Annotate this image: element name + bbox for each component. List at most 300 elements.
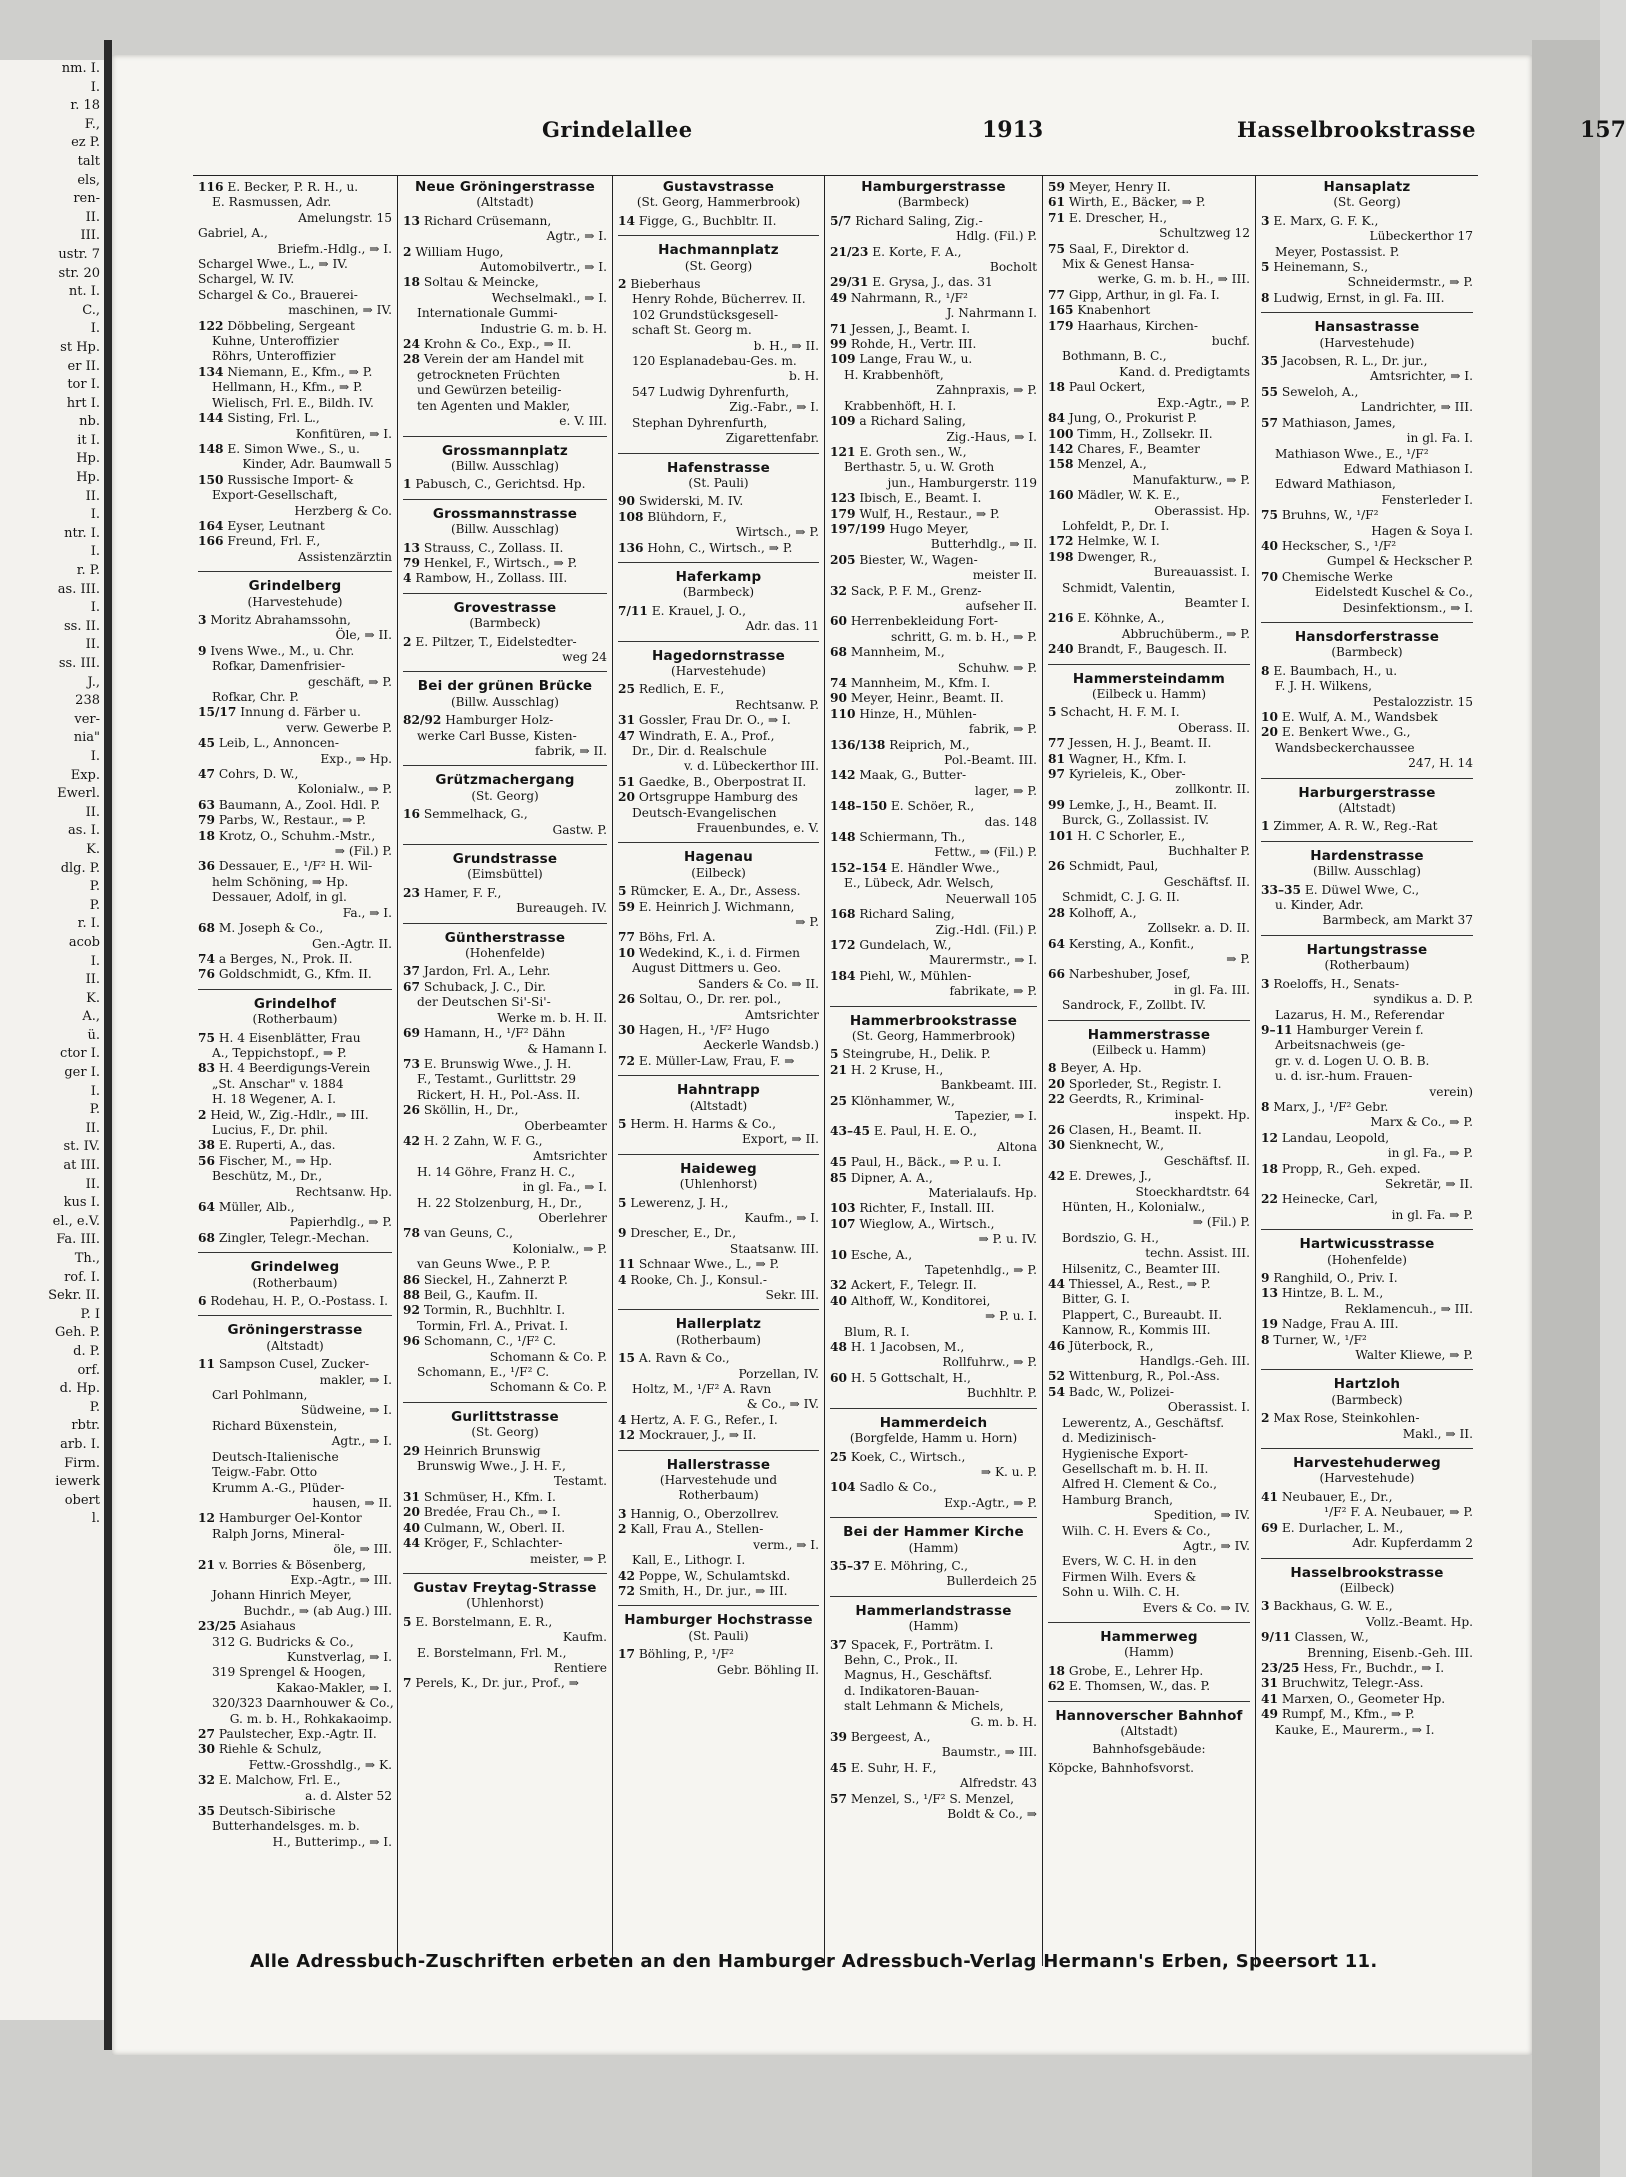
previous-page-fragment: P.: [89, 879, 100, 895]
directory-entry-continuation: Buchhltr. P.: [967, 1386, 1037, 1401]
directory-entry: H. 14 Göhre, Franz H. C.,: [417, 1164, 576, 1179]
directory-entry-continuation: ⇒ P. u. IV.: [978, 1232, 1037, 1247]
directory-entry: 2 E. Piltzer, T., Eidelstedter-: [403, 634, 577, 649]
previous-page-fragment: K.: [86, 990, 100, 1006]
section-divider: [198, 571, 392, 572]
section-divider: [403, 1573, 607, 1574]
street-heading: Grindelweg: [250, 1259, 340, 1276]
section-divider: [198, 989, 392, 990]
directory-entry: 5 Schacht, H. F. M. I.: [1048, 705, 1180, 720]
directory-entry: 82/92 Hamburger Holz-: [403, 713, 554, 728]
section-divider: [1261, 622, 1473, 623]
directory-entry: 12 Landau, Leopold,: [1261, 1130, 1390, 1145]
previous-page-fragment: F.,: [84, 116, 100, 132]
directory-entry-continuation: ⇒ (Fil.) P.: [1192, 1215, 1250, 1230]
previous-page-fragment: obert: [64, 1492, 100, 1508]
directory-entry-continuation: Rentiere: [553, 1660, 607, 1675]
directory-entry: stalt Lehmann & Michels,: [844, 1699, 1004, 1714]
district-label: (Harvestehude): [1319, 1471, 1415, 1486]
section-divider: [618, 1309, 819, 1310]
directory-entry: 168 Richard Saling,: [830, 907, 955, 922]
previous-page-fragment: II.: [85, 972, 100, 988]
directory-entry: 31 Schmüser, H., Kfm. I.: [403, 1489, 556, 1504]
directory-entry: 74 a Berges, N., Prok. II.: [198, 951, 353, 966]
section-divider: [403, 765, 607, 766]
column-1: [193, 176, 398, 1966]
directory-entry-continuation: ⇒ P.: [1226, 951, 1250, 966]
previous-page-fragment: II.: [85, 1120, 100, 1136]
district-label: (St. Pauli): [688, 475, 749, 490]
header-first-street: Grindelallee: [542, 117, 693, 142]
directory-entry: Holtz, M., ¹/F² A. Ravn: [632, 1382, 772, 1397]
street-heading: Gröningerstrasse: [227, 1322, 363, 1339]
district-label: (St. Georg): [684, 258, 753, 273]
directory-entry: Gabriel, A.,: [198, 226, 268, 241]
directory-entry-continuation: Schultzweg 12: [1159, 226, 1250, 241]
directory-entry-continuation: Schomann & Co. P.: [489, 1380, 607, 1395]
directory-entry: helm Schöning, ⇒ Hp.: [212, 874, 349, 889]
street-heading: Hammerbrookstrasse: [849, 1012, 1018, 1029]
directory-entry: Stephan Dyhrenfurth,: [632, 415, 768, 430]
directory-entry-continuation: Exp.-Agtr., ⇒ P.: [1157, 395, 1250, 410]
district-label: (St. Georg): [1333, 195, 1401, 210]
district-label: (Billw. Ausschlag): [450, 694, 559, 709]
directory-entry-continuation: Amtsrichter, ⇒ I.: [1369, 369, 1473, 384]
street-heading: Grützmachergang: [435, 772, 575, 789]
section-divider: [1261, 1229, 1473, 1230]
directory-entry-continuation: Oberbeamter: [524, 1118, 607, 1133]
previous-page-fragment: d. Hp.: [59, 1381, 100, 1397]
directory-entry: 3 E. Marx, G. F. K.,: [1261, 213, 1379, 228]
directory-entry: 22 Heinecke, Carl,: [1261, 1192, 1379, 1207]
directory-entry: H. 22 Stolzenburg, H., Dr.,: [417, 1195, 583, 1210]
directory-entry-continuation: & Co., ⇒ IV.: [746, 1397, 819, 1412]
directory-entry: Rofkar, Damenfrisier-: [212, 659, 346, 674]
street-heading: Gurlittstrasse: [451, 1408, 559, 1425]
directory-entry: 104 Sadlo & Co.,: [830, 1480, 937, 1495]
directory-entry: 8 E. Baumbach, H., u.: [1261, 663, 1398, 678]
directory-entry: 69 Hamann, H., ¹/F² Dähn: [403, 1026, 566, 1041]
directory-entry: 103 Richter, F., Install. III.: [830, 1201, 995, 1216]
directory-entry: 24 Krohn & Co., Exp., ⇒ II.: [403, 337, 572, 352]
section-divider: [1048, 1701, 1250, 1702]
directory-entry-continuation: Altona: [996, 1139, 1037, 1154]
previous-page-fragment: P.: [89, 897, 100, 913]
directory-entry-continuation: das. 148: [984, 814, 1037, 829]
directory-entry-continuation: werke, G. m. b. H., ⇒ III.: [1097, 272, 1250, 287]
directory-entry-continuation: syndikus a. D. P.: [1373, 992, 1473, 1007]
directory-entry: 21 H. 2 Kruse, H.,: [830, 1062, 944, 1077]
previous-page-fragment: nia": [73, 730, 100, 746]
directory-entry: 57 Mathiason, James,: [1261, 415, 1396, 430]
directory-entry: 21/23 E. Korte, F. A.,: [830, 244, 962, 259]
directory-entry-continuation: verein): [1429, 1084, 1473, 1099]
directory-entry: Lewerentz, A., Geschäftsf.: [1062, 1415, 1225, 1430]
street-heading: Hardenstrasse: [1310, 847, 1424, 864]
directory-entry: 312 G. Budricks & Co.,: [212, 1634, 354, 1649]
directory-entry-continuation: verw. Gewerbe P.: [286, 720, 392, 735]
directory-entry: 14 Figge, G., Buchbltr. II.: [618, 213, 777, 228]
directory-entry: 13 Richard Crüsemann,: [403, 213, 552, 228]
directory-entry-continuation: Gastw. P.: [552, 822, 607, 837]
directory-entry: Kauke, E., Maurerm., ⇒ I.: [1275, 1722, 1435, 1737]
directory-entry: 47 Windrath, E. A., Prof.,: [618, 728, 775, 743]
street-heading: Hasselbrookstrasse: [1290, 1564, 1444, 1581]
directory-entry: 76 Goldschmidt, G., Kfm. II.: [198, 967, 372, 982]
directory-entry: ten Agenten und Makler,: [417, 398, 571, 413]
directory-entry: Lazarus, H. M., Referendar: [1275, 1007, 1445, 1022]
directory-entry: Röhrs, Unteroffizier: [212, 349, 336, 364]
directory-entry: 110 Hinze, H., Mühlen-: [830, 706, 977, 721]
directory-entry: 22 Geerdts, R., Kriminal-: [1048, 1092, 1204, 1107]
directory-entry: 37 Spacek, F., Porträtm. I.: [830, 1637, 994, 1652]
previous-page-fragment: ü.: [87, 1027, 100, 1043]
previous-page-fragment: tor I.: [67, 377, 100, 393]
directory-entry-continuation: in gl. Fa. I.: [1406, 431, 1473, 446]
previous-page-fragment: r. P.: [76, 563, 100, 579]
previous-page-fragment: nt. I.: [68, 284, 100, 300]
directory-entry-continuation: Boldt & Co., ⇒: [947, 1807, 1037, 1822]
previous-page-fragment: st Hp.: [60, 339, 100, 355]
directory-entry-continuation: Agtr., ⇒ I.: [546, 229, 607, 244]
directory-entry-continuation: Amelungstr. 15: [298, 210, 392, 225]
section-divider: [1261, 312, 1473, 313]
column-4: [825, 176, 1043, 1966]
street-heading: Grindelhof: [253, 995, 337, 1012]
directory-entry-continuation: jun., Hamburgerstr. 119: [887, 475, 1037, 490]
directory-entry: 78 van Geuns, C.,: [403, 1226, 514, 1241]
directory-entry: 198 Dwenger, R.,: [1048, 549, 1157, 564]
directory-entry: Schmidt, Valentin,: [1062, 580, 1176, 595]
street-heading: Gustav Freytag-Strasse: [413, 1579, 597, 1596]
directory-entry: Hygienische Export-: [1062, 1446, 1188, 1461]
previous-page-fragment: ss. III.: [58, 656, 100, 671]
directory-entry-continuation: Fettw., ⇒ (Fil.) P.: [934, 845, 1037, 860]
directory-entry-continuation: in gl. Fa., ⇒ I.: [522, 1180, 607, 1195]
directory-entry: 46 Jüterbock, R.,: [1048, 1338, 1154, 1353]
directory-entry-continuation: a. d. Alster 52: [305, 1788, 392, 1803]
directory-entry: d. Medizinisch-: [1062, 1431, 1157, 1446]
directory-entry-continuation: Zigarettenfabr.: [725, 431, 819, 446]
directory-entry: Teigw.-Fabr. Otto: [212, 1465, 318, 1480]
directory-entry: 64 Kersting, A., Konfit.,: [1048, 936, 1195, 951]
directory-entry: 8 Turner, W., ¹/F²: [1261, 1332, 1367, 1347]
directory-entry: 9 Ranghild, O., Priv. I.: [1261, 1271, 1398, 1285]
previous-page-fragment: Hp.: [76, 470, 100, 486]
directory-entry: 5/7 Richard Saling, Zig.-: [830, 213, 983, 228]
street-heading: Hachmannplatz: [658, 242, 779, 259]
directory-entry: Carl Pohlmann,: [212, 1388, 308, 1403]
directory-entry: 31 Gossler, Frau Dr. O., ⇒ I.: [618, 713, 791, 728]
directory-entry: 4 Rooke, Ch. J., Konsul.-: [618, 1272, 767, 1287]
directory-entry: 1 Zimmer, A. R. W., Reg.-Rat: [1261, 819, 1438, 834]
header-last-street: Hasselbrookstrasse: [1237, 117, 1476, 142]
directory-entry: Internationale Gummi-: [417, 306, 558, 321]
district-label: (Eilbeck u. Hamm): [1091, 687, 1207, 701]
directory-entry: F. J. H. Wilkens,: [1275, 679, 1373, 694]
directory-entry-continuation: Gebr. Böhling II.: [717, 1662, 819, 1677]
directory-entry-continuation: Eidelstedt Kuschel & Co.,: [1314, 585, 1473, 600]
directory-entry-continuation: Frauenbundes, e. V.: [696, 821, 819, 836]
district-label: (Altstadt): [1120, 1724, 1178, 1738]
directory-entry: 42 E. Drewes, J.,: [1048, 1169, 1152, 1184]
directory-entry-continuation: e. V. III.: [559, 414, 607, 429]
directory-entry: 3 Backhaus, G. W. E.,: [1261, 1599, 1393, 1614]
street-heading: Grundstrasse: [452, 851, 558, 868]
previous-page-edge: [0, 60, 104, 2020]
directory-entry-continuation: Industrie G. m. b. H.: [480, 321, 607, 336]
previous-page-fragment: at III.: [63, 1158, 100, 1174]
directory-entry: 116 E. Becker, P. R. H., u.: [198, 180, 359, 194]
directory-entry: 10 Esche, A.,: [830, 1247, 913, 1262]
directory-entry: 90 Swiderski, M. IV.: [618, 494, 744, 509]
directory-entry-continuation: Reklamencuh., ⇒ III.: [1344, 1301, 1473, 1316]
directory-entry-continuation: Materialaufs. Hp.: [928, 1186, 1037, 1200]
directory-entry: Tormin, Frl. A., Privat. I.: [417, 1318, 569, 1333]
directory-entry: 41 Neubauer, E., Dr.,: [1261, 1489, 1393, 1504]
directory-entry: 21 v. Borries & Bösenberg,: [198, 1557, 367, 1572]
directory-entry-continuation: schritt, G. m. b. H., ⇒ P.: [890, 629, 1037, 644]
street-heading: Hallerplatz: [675, 1316, 762, 1333]
directory-entry: Wandsbeckerchaussee: [1275, 740, 1415, 755]
directory-entry-continuation: ¹/F² F. A. Neubauer, ⇒ P.: [1324, 1505, 1473, 1520]
directory-entry: 83 H. 4 Beerdigungs-Verein: [198, 1061, 371, 1076]
directory-entry-continuation: Kaufm.: [562, 1630, 607, 1645]
directory-entry: 148 E. Simon Wwe., S., u.: [198, 441, 360, 456]
street-heading: Hammersteindamm: [1072, 670, 1226, 687]
directory-entry: 72 E. Müller-Law, Frau, F. ⇒: [618, 1053, 795, 1068]
directory-entry: 49 Nahrmann, R., ¹/F²: [830, 290, 968, 305]
directory-entry-continuation: zollkontr. II.: [1175, 782, 1250, 797]
directory-entry: 25 Redlich, E. F.,: [618, 682, 725, 697]
directory-entry: gr. v. d. Logen U. O. B. B.: [1275, 1053, 1430, 1068]
page-footer-notice: Alle Adressbuch-Zuschriften erbeten an den Hamburger Adressbuch-Verlag Hermann's Erben, Speersort 11.: [250, 1951, 1378, 1972]
directory-entry-continuation: meister II.: [972, 568, 1037, 583]
directory-entry: Dr., Dir. d. Realschule: [632, 744, 767, 758]
district-label: (Eimsbüttel): [467, 867, 543, 882]
page-header: [192, 117, 1626, 157]
directory-entry-continuation: Agtr., ⇒ I.: [331, 1434, 392, 1449]
directory-entry: 197/199 Hugo Meyer,: [830, 521, 969, 536]
directory-entry-continuation: in gl. Fa., ⇒ P.: [1387, 1146, 1473, 1161]
directory-entry-continuation: Manufakturw., ⇒ P.: [1132, 472, 1250, 487]
directory-entry: 70 Chemische Werke: [1261, 569, 1393, 584]
directory-entry: Lucius, F., Dr. phil.: [212, 1122, 329, 1137]
district-label: (Harvestehude): [671, 663, 766, 678]
directory-entry: 148–150 E. Schöer, R.,: [830, 799, 975, 814]
directory-entry-continuation: b. H., ⇒ II.: [753, 338, 819, 353]
district-label: (Eilbeck): [1339, 1580, 1395, 1595]
directory-entry: 81 Wagner, H., Kfm. I.: [1048, 751, 1187, 766]
directory-entry: 55 Seweloh, A.,: [1261, 384, 1359, 399]
section-divider: [1261, 778, 1473, 779]
directory-entry-continuation: Stoeckhardtstr. 64: [1135, 1184, 1250, 1199]
directory-entry-continuation: Staatsanw. III.: [729, 1241, 819, 1256]
previous-page-fragment: I.: [90, 544, 100, 560]
street-heading: Bei der Hammer Kirche: [843, 1524, 1024, 1541]
directory-entry: 320/323 Daarnhouwer & Co.,: [212, 1696, 394, 1711]
previous-page-fragment: d. P.: [73, 1343, 100, 1359]
directory-entry: 45 Paul, H., Bäck., ⇒ P. u. I.: [830, 1155, 1002, 1170]
section-divider: [403, 593, 607, 594]
street-heading: Hartzloh: [1333, 1376, 1401, 1393]
directory-entry: 71 Jessen, J., Beamt. I.: [830, 321, 971, 336]
district-label: (Harvestehude): [1319, 335, 1415, 350]
street-heading: Hansaplatz: [1323, 179, 1411, 195]
directory-entry: 35 Jacobsen, R. L., Dr. jur.,: [1261, 354, 1428, 369]
directory-entry: 18 Propp, R., Geh. exped.: [1261, 1161, 1421, 1176]
street-heading: Haferkamp: [675, 568, 762, 585]
directory-entry-continuation: Zahnpraxis, ⇒ P.: [936, 383, 1037, 398]
directory-entry-continuation: H., Butterimp., ⇒ I.: [272, 1834, 392, 1849]
directory-entry: 109 Lange, Frau W., u.: [830, 352, 973, 367]
previous-page-fragment: Firm.: [64, 1455, 100, 1471]
directory-entry: d. Indikatoren-Bauan-: [844, 1683, 980, 1698]
district-label: (Altstadt): [1338, 801, 1396, 816]
previous-page-fragment: ustr. 7: [58, 246, 100, 262]
previous-page-fragment: I.: [90, 1083, 100, 1099]
directory-entry-continuation: 247, H. 14: [1408, 756, 1473, 771]
directory-entry-continuation: Kaufm., ⇒ I.: [744, 1210, 819, 1225]
previous-page-fragment: A.,: [82, 1009, 100, 1025]
directory-entry: 44 Thiessel, A., Rest., ⇒ P.: [1048, 1277, 1211, 1292]
directory-entry: 142 Maak, G., Butter-: [830, 768, 967, 783]
directory-entry: 240 Brandt, F., Baugesch. II.: [1048, 642, 1228, 657]
directory-entry: 90 Meyer, Heinr., Beamt. II.: [830, 691, 1004, 706]
directory-entry: August Dittmers u. Geo.: [632, 961, 782, 976]
directory-entry-continuation: Sekretär, ⇒ II.: [1385, 1176, 1473, 1191]
directory-entry: 25 Klönhammer, W.,: [830, 1093, 955, 1108]
directory-entry: 9–11 Hamburger Verein f.: [1261, 1022, 1424, 1037]
previous-page-fragment: els,: [77, 172, 100, 188]
directory-entry: 18 Krotz, O., Schuhm.-Mstr.,: [198, 828, 376, 843]
directory-entry-continuation: Papierhdlg., ⇒ P.: [289, 1215, 392, 1230]
directory-entry: 27 Paulstecher, Exp.-Agtr. II.: [198, 1727, 377, 1741]
directory-entry: 5 E. Borstelmann, E. R.,: [403, 1614, 553, 1629]
section-divider: [618, 1154, 819, 1155]
directory-entry-continuation: inspekt. Hp.: [1174, 1107, 1250, 1122]
directory-entry: 12 Hamburger Oel-Kontor: [198, 1511, 362, 1526]
section-divider: [403, 923, 607, 924]
directory-entry-continuation: Schneidermstr., ⇒ P.: [1347, 275, 1473, 290]
directory-entry-continuation: Rechtsanw. Hp.: [295, 1184, 392, 1199]
directory-entry: Mix & Genest Hansa-: [1062, 257, 1195, 272]
directory-entry: Rickert, H. H., Pol.-Ass. II.: [417, 1087, 581, 1102]
directory-entry: 134 Niemann, E., Kfm., ⇒ P.: [198, 364, 373, 379]
directory-entry-continuation: Herzberg & Co.: [294, 503, 392, 518]
district-label: (St. Georg): [471, 788, 539, 803]
section-divider: [1048, 664, 1250, 665]
directory-entry-continuation: Adr. Kupferdamm 2: [1352, 1536, 1473, 1551]
street-heading: Hammerstrasse: [1087, 1026, 1211, 1043]
directory-entry: 23/25 Hess, Fr., Buchdr., ⇒ I.: [1261, 1660, 1445, 1675]
directory-entry: 216 E. Köhnke, A.,: [1048, 611, 1165, 626]
street-heading: Hallerstrasse: [666, 1456, 771, 1473]
previous-page-fragment: 238: [75, 693, 100, 709]
directory-entry: 20 E. Benkert Wwe., G.,: [1261, 725, 1411, 740]
directory-entry: 7/11 E. Krauel, J. O.,: [618, 603, 747, 618]
directory-entry: 120 Esplanadebau-Ges. m.: [632, 354, 797, 369]
district-label: (Barmbeck): [1331, 645, 1403, 660]
directory-entry: Export-Gesellschaft,: [212, 488, 338, 503]
directory-entry-continuation: Südweine, ⇒ I.: [300, 1403, 392, 1418]
directory-entry: 10 Wedekind, K., i. d. Firmen: [618, 945, 801, 960]
directory-entry: 3 Moritz Abrahamssohn,: [198, 612, 351, 627]
directory-entry-continuation: Aeckerle Wandsb.): [703, 1038, 819, 1053]
previous-page-fragment: II.: [85, 1176, 100, 1192]
directory-entry: Butterhandelsges. m. b.: [212, 1819, 360, 1834]
directory-entry: Richard Büxenstein,: [212, 1418, 338, 1433]
directory-entry-continuation: Wirtsch., ⇒ P.: [735, 525, 819, 540]
directory-entry: 20 Ortsgruppe Hamburg des: [618, 790, 798, 805]
previous-page-fragment: er II.: [67, 358, 100, 374]
previous-page-fragment: r. 18: [70, 98, 100, 114]
directory-entry: Bordszio, G. H.,: [1062, 1230, 1160, 1245]
directory-entry-continuation: Exp.-Agtr., ⇒ P.: [944, 1495, 1037, 1510]
street-heading: Hannoverscher Bahnhof: [1055, 1707, 1243, 1724]
previous-page-fragment: l.: [91, 1511, 100, 1527]
directory-entry: 75 Saal, F., Direktor d.: [1048, 241, 1190, 256]
previous-page-fragment: I.: [90, 953, 100, 969]
directory-entry: 5 Heinemann, S.,: [1261, 260, 1369, 275]
directory-entry-continuation: Marx & Co., ⇒ P.: [1370, 1115, 1473, 1130]
book-gutter: [104, 40, 112, 2050]
directory-entry: 37 Jardon, Frl. A., Lehr.: [403, 964, 551, 979]
district-label: (Altstadt): [476, 195, 534, 210]
directory-entry-continuation: Exp., ⇒ Hp.: [320, 751, 392, 766]
district-label: (Billw. Ausschlag): [450, 458, 559, 473]
directory-entry: werke Carl Busse, Kisten-: [417, 728, 577, 743]
directory-entry-continuation: Barmbeck, am Markt 37: [1322, 913, 1473, 928]
directory-entry: 23/25 Asiahaus: [198, 1619, 296, 1634]
directory-entry: 54 Badc, W., Polizei-: [1048, 1384, 1174, 1399]
directory-entry: 60 H. 5 Gottschalt, H.,: [830, 1370, 971, 1385]
street-heading: Hamburgerstrasse: [861, 179, 1006, 195]
directory-entry-continuation: Geschäftsf. II.: [1163, 1153, 1250, 1168]
directory-entry-continuation: Fettw.-Grosshdlg., ⇒ K.: [248, 1757, 392, 1772]
directory-entry-continuation: Brenning, Eisenb.-Geh. III.: [1307, 1645, 1473, 1660]
directory-entry-continuation: Walter Kliewe, ⇒ P.: [1355, 1348, 1473, 1363]
section-divider: [403, 436, 607, 437]
previous-page-fragment: as. III.: [57, 581, 100, 597]
directory-entry: 26 Clasen, H., Beamt. II.: [1048, 1122, 1202, 1137]
directory-entry-continuation: Buchdr., ⇒ (ab Aug.) III.: [243, 1603, 392, 1618]
directory-entry-continuation: Agtr., ⇒ IV.: [1182, 1538, 1250, 1553]
directory-entry: 45 Leib, L., Annoncen-: [198, 736, 340, 751]
directory-entry: 184 Piehl, W., Mühlen-: [830, 968, 972, 983]
scan-margin: [1532, 40, 1600, 2177]
directory-entry-continuation: Vollz.-Beamt. Hp.: [1365, 1614, 1473, 1629]
directory-entry-continuation: Gen.-Agtr. II.: [311, 936, 392, 951]
directory-entry: 152–154 E. Händler Wwe.,: [830, 860, 1000, 875]
directory-entry-continuation: makler, ⇒ I.: [319, 1372, 392, 1387]
directory-entry-continuation: Bullerdeich 25: [946, 1574, 1037, 1589]
directory-entry-continuation: geschäft, ⇒ P.: [307, 674, 392, 689]
directory-entry: Alfred H. Clement & Co.,: [1062, 1477, 1218, 1492]
district-label: (Billw. Ausschlag): [450, 522, 559, 537]
street-heading: Hartungstrasse: [1306, 941, 1428, 958]
directory-entry: 99 Lemke, J., H., Beamt. II.: [1048, 797, 1218, 812]
previous-page-fragment: II.: [85, 209, 100, 225]
district-label: (Rotherbaum): [676, 1332, 761, 1347]
directory-entry: 99 Rohde, H., Vertr. III.: [830, 337, 977, 352]
previous-page-fragment: dlg. P.: [60, 860, 100, 876]
directory-entry: Ralph Jorns, Mineral-: [212, 1526, 345, 1541]
previous-page-fragment: I.: [90, 600, 100, 616]
directory-entry: 29 Heinrich Brunswig: [403, 1443, 541, 1458]
directory-entry: Mathiason Wwe., E., ¹/F²: [1275, 446, 1429, 461]
previous-page-fragment: it I.: [77, 432, 100, 448]
